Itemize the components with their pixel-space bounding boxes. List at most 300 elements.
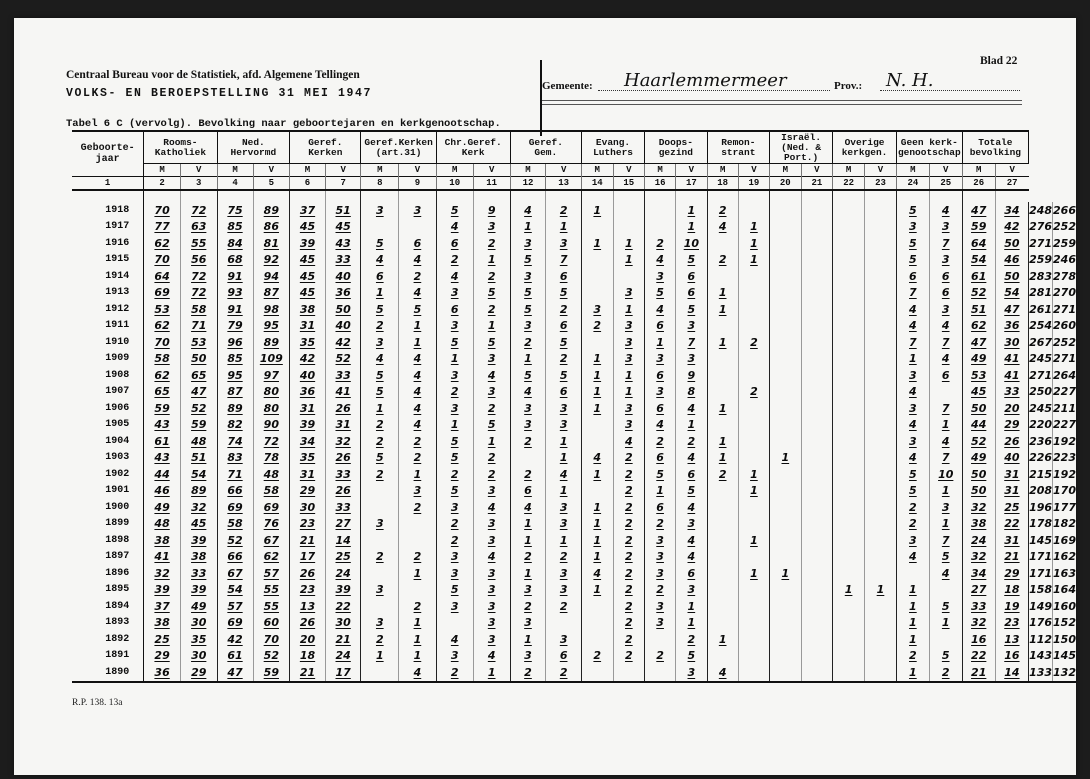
male-count-cell: 248	[1029, 203, 1053, 217]
male-count-cell: 271	[1029, 368, 1053, 382]
column-number: 7	[325, 177, 361, 191]
female-count-cell	[738, 318, 769, 335]
male-count-cell: 41	[144, 549, 181, 566]
male-count-cell: 85	[217, 351, 253, 368]
female-count-cell	[738, 615, 769, 632]
male-count-cell: 61	[144, 433, 181, 450]
male-count-cell: 62	[144, 367, 181, 384]
male-count-cell: 236	[1029, 434, 1053, 448]
female-count-cell	[865, 285, 897, 302]
female-count-cell: 3	[546, 400, 582, 417]
birth-year-cell: 1917	[72, 219, 144, 236]
male-count-cell	[833, 549, 865, 566]
female-count-cell	[801, 499, 833, 516]
female-count-cell: 89	[253, 202, 290, 219]
male-count-cell: 66	[217, 549, 253, 566]
female-count-cell	[738, 582, 769, 599]
female-count-cell: 72	[253, 433, 290, 450]
male-count-cell: 45	[290, 252, 326, 269]
male-count-cell: 20	[290, 631, 326, 648]
female-count-cell: 1	[738, 252, 769, 269]
female-count-cell: 3	[546, 417, 582, 434]
male-count-cell	[833, 384, 865, 401]
male-count-cell: 62	[144, 318, 181, 335]
birth-year-cell: 1916	[72, 235, 144, 252]
male-count-cell: 4	[361, 252, 399, 269]
female-subheader: V	[995, 164, 1028, 177]
male-count-cell: 2	[645, 516, 676, 533]
male-count-cell: 5	[361, 450, 399, 467]
female-count-cell: 3	[613, 334, 645, 351]
spacer-cell	[801, 190, 833, 202]
male-count-cell: 26	[290, 565, 326, 582]
female-count-cell	[865, 318, 897, 335]
female-count-cell: 95	[253, 318, 290, 335]
column-number: 23	[865, 177, 897, 191]
male-count-cell	[581, 334, 613, 351]
male-count-cell: 4	[707, 664, 738, 682]
male-count-cell: 3	[645, 598, 676, 615]
female-count-cell	[801, 301, 833, 318]
male-count-cell: 3	[645, 351, 676, 368]
male-count-cell	[770, 318, 802, 335]
male-count-cell	[833, 351, 865, 368]
male-count-cell: 35	[290, 334, 326, 351]
male-count-cell	[581, 417, 613, 434]
male-count-cell: 5	[436, 202, 473, 219]
spacer-cell	[896, 190, 929, 202]
birth-year-cell: 1907	[72, 384, 144, 401]
male-count-cell: 3	[896, 433, 929, 450]
female-count-cell: 2	[399, 499, 437, 516]
female-count-cell: 58	[253, 483, 290, 500]
female-count-cell: 3	[613, 417, 645, 434]
table-row	[72, 202, 1076, 219]
female-count-cell	[865, 219, 897, 236]
male-subheader: M	[290, 164, 326, 177]
male-count-cell: 2	[645, 433, 676, 450]
male-count-cell: 3	[645, 615, 676, 632]
male-count-cell: 18	[290, 648, 326, 665]
female-count-cell: 259	[1053, 236, 1076, 250]
male-count-cell: 58	[217, 516, 253, 533]
female-count-cell: 4	[676, 549, 707, 566]
female-count-cell: 2	[546, 664, 582, 682]
male-count-cell: 83	[217, 450, 253, 467]
column-number: 13	[546, 177, 582, 191]
female-count-cell: 1	[738, 483, 769, 500]
male-count-cell: 2	[361, 433, 399, 450]
header-rule	[542, 104, 1022, 105]
female-count-cell: 5	[473, 417, 510, 434]
spacer-cell	[546, 190, 582, 202]
female-count-cell: 47	[180, 384, 217, 401]
male-count-cell	[361, 598, 399, 615]
female-count-cell	[738, 598, 769, 615]
male-count-cell: 45	[962, 384, 995, 401]
male-count-cell: 45	[290, 268, 326, 285]
table-row	[72, 417, 1076, 434]
female-count-cell: 4	[676, 400, 707, 417]
male-count-cell: 4	[581, 565, 613, 582]
male-count-cell: 3	[361, 615, 399, 632]
spacer-cell	[613, 190, 645, 202]
male-count-cell: 47	[962, 202, 995, 219]
female-count-cell	[801, 664, 833, 682]
male-count-cell: 3	[510, 582, 546, 599]
male-count-cell: 3	[361, 516, 399, 533]
male-count-cell: 6	[645, 318, 676, 335]
table-row	[72, 351, 1076, 368]
female-count-cell: 47	[995, 301, 1028, 318]
female-count-cell: 1	[546, 532, 582, 549]
female-count-cell: 45	[325, 219, 361, 236]
female-count-cell: 26	[325, 400, 361, 417]
birth-year-cell: 1897	[72, 549, 144, 566]
group-header: Israël. (Ned. & Port.)	[770, 131, 833, 164]
female-count-cell: 59	[180, 417, 217, 434]
female-count-cell: 1	[399, 565, 437, 582]
male-count-cell: 36	[290, 384, 326, 401]
male-count-cell: 1	[707, 334, 738, 351]
male-count-cell: 171	[1029, 566, 1053, 580]
female-count-cell	[865, 450, 897, 467]
female-count-cell: 6	[676, 565, 707, 582]
female-count-cell	[801, 367, 833, 384]
female-count-cell	[801, 318, 833, 335]
female-count-cell: 1	[473, 664, 510, 682]
male-count-cell: 1	[510, 516, 546, 533]
female-count-cell: 57	[253, 565, 290, 582]
female-count-cell: 5	[929, 598, 962, 615]
male-count-cell: 250	[1029, 385, 1053, 399]
male-count-cell: 112	[1029, 632, 1053, 646]
male-count-cell	[833, 433, 865, 450]
column-number: 21	[801, 177, 833, 191]
male-count-cell: 2	[436, 252, 473, 269]
table-row	[72, 268, 1076, 285]
female-count-cell	[865, 433, 897, 450]
female-count-cell: 3	[613, 351, 645, 368]
female-count-cell: 1	[399, 466, 437, 483]
female-count-cell: 33	[995, 384, 1028, 401]
male-count-cell: 6	[645, 400, 676, 417]
male-count-cell	[707, 235, 738, 252]
table-row	[72, 582, 1076, 599]
female-count-cell: 246	[1053, 253, 1076, 267]
male-count-cell: 215	[1029, 467, 1053, 481]
birth-year-cell: 1901	[72, 483, 144, 500]
female-count-cell: 35	[180, 631, 217, 648]
column-number: 14	[581, 177, 613, 191]
table-row	[72, 367, 1076, 384]
male-count-cell: 259	[1029, 253, 1053, 267]
male-subheader: M	[962, 164, 995, 177]
female-count-cell	[865, 466, 897, 483]
table-row	[72, 334, 1076, 351]
female-count-cell: 1	[613, 235, 645, 252]
female-count-cell: 271	[1053, 352, 1076, 366]
male-count-cell: 1	[645, 483, 676, 500]
female-count-cell	[865, 334, 897, 351]
male-count-cell: 1	[361, 285, 399, 302]
female-count-cell	[738, 450, 769, 467]
male-count-cell: 2	[361, 417, 399, 434]
female-count-cell: 50	[325, 301, 361, 318]
male-count-cell: 32	[962, 549, 995, 566]
male-subheader: M	[361, 164, 399, 177]
group-header: Geen kerk- genootschap	[896, 131, 962, 164]
female-count-cell: 89	[253, 334, 290, 351]
male-count-cell: 22	[962, 648, 995, 665]
male-count-cell: 5	[436, 450, 473, 467]
male-count-cell: 4	[581, 450, 613, 467]
female-count-cell: 3	[473, 631, 510, 648]
male-count-cell	[770, 631, 802, 648]
male-count-cell	[833, 318, 865, 335]
female-count-cell: 55	[253, 598, 290, 615]
female-subheader: V	[801, 164, 833, 177]
column-number: 18	[707, 177, 738, 191]
male-count-cell: 3	[436, 549, 473, 566]
female-count-cell	[801, 252, 833, 269]
male-count-cell: 283	[1029, 269, 1053, 283]
male-count-cell: 2	[645, 648, 676, 665]
female-count-cell: 271	[1053, 302, 1076, 316]
male-count-cell: 5	[510, 301, 546, 318]
female-subheader: V	[929, 164, 962, 177]
male-count-cell: 3	[581, 301, 613, 318]
female-count-cell: 41	[995, 367, 1028, 384]
male-count-cell: 1	[581, 367, 613, 384]
male-count-cell	[707, 268, 738, 285]
female-count-cell	[738, 631, 769, 648]
female-count-cell: 3	[473, 615, 510, 632]
table-row	[72, 565, 1076, 582]
female-count-cell	[738, 400, 769, 417]
female-count-cell: 53	[180, 334, 217, 351]
male-count-cell: 3	[510, 648, 546, 665]
male-count-cell: 1	[436, 417, 473, 434]
male-count-cell: 4	[896, 549, 929, 566]
female-count-cell: 4	[399, 252, 437, 269]
male-count-cell	[707, 516, 738, 533]
spacer-cell	[738, 190, 769, 202]
spacer-cell	[436, 190, 473, 202]
male-count-cell	[707, 499, 738, 516]
birth-year-cell: 1899	[72, 516, 144, 533]
female-count-cell: 4	[473, 648, 510, 665]
male-count-cell	[833, 268, 865, 285]
male-count-cell: 6	[896, 268, 929, 285]
table-caption: Tabel 6 C (vervolg). Bevolking naar geboortejaren en kerkgenootschap.	[66, 118, 501, 130]
male-count-cell: 271	[1029, 236, 1053, 250]
female-count-cell: 32	[180, 499, 217, 516]
birth-year-cell: 1896	[72, 565, 144, 582]
female-count-cell: 3	[676, 582, 707, 599]
birth-year-cell: 1918	[72, 202, 144, 219]
female-count-cell	[865, 648, 897, 665]
female-subheader: V	[613, 164, 645, 177]
census-table	[72, 130, 1076, 683]
birth-year-cell: 1905	[72, 417, 144, 434]
female-count-cell: 2	[613, 631, 645, 648]
female-count-cell	[801, 202, 833, 219]
female-subheader: V	[676, 164, 707, 177]
male-count-cell	[707, 582, 738, 599]
female-count-cell: 3	[473, 582, 510, 599]
female-count-cell: 160	[1053, 599, 1076, 613]
male-count-cell: 1	[581, 499, 613, 516]
male-count-cell	[770, 549, 802, 566]
female-count-cell: 38	[180, 549, 217, 566]
table-row	[72, 450, 1076, 467]
female-count-cell: 40	[325, 318, 361, 335]
male-count-cell: 33	[962, 598, 995, 615]
census-table-container	[72, 130, 1076, 683]
male-count-cell: 267	[1029, 335, 1053, 349]
female-count-cell: 4	[929, 565, 962, 582]
female-count-cell: 1	[929, 417, 962, 434]
male-count-cell	[833, 235, 865, 252]
male-count-cell: 1	[361, 648, 399, 665]
male-count-cell	[645, 219, 676, 236]
table-row	[72, 483, 1076, 500]
male-count-cell: 2	[436, 384, 473, 401]
female-count-cell: 50	[180, 351, 217, 368]
male-count-cell: 5	[896, 466, 929, 483]
female-count-cell	[801, 219, 833, 236]
female-count-cell: 72	[180, 202, 217, 219]
birth-year-cell: 1911	[72, 318, 144, 335]
female-count-cell: 4	[399, 400, 437, 417]
birth-year-cell: 1890	[72, 664, 144, 682]
female-count-cell: 5	[546, 367, 582, 384]
female-count-cell: 4	[399, 417, 437, 434]
spacer-cell	[72, 190, 144, 202]
male-count-cell: 47	[217, 664, 253, 682]
female-count-cell: 3	[473, 483, 510, 500]
male-count-cell	[770, 516, 802, 533]
female-count-cell: 2	[473, 400, 510, 417]
group-header: Chr.Geref. Kerk	[436, 131, 510, 164]
female-count-cell: 6	[546, 384, 582, 401]
table-row	[72, 648, 1076, 665]
female-count-cell: 31	[995, 466, 1028, 483]
year-column-header: Geboorte- jaar	[72, 131, 144, 177]
male-count-cell: 2	[436, 532, 473, 549]
female-count-cell: 4	[929, 202, 962, 219]
female-count-cell: 76	[253, 516, 290, 533]
column-number: 16	[645, 177, 676, 191]
female-count-cell: 2	[738, 334, 769, 351]
male-count-cell: 2	[581, 318, 613, 335]
female-count-cell: 2	[929, 664, 962, 682]
male-count-cell: 43	[144, 450, 181, 467]
female-count-cell: 36	[325, 285, 361, 302]
female-count-cell: 1	[738, 219, 769, 236]
female-count-cell: 2	[546, 202, 582, 219]
male-count-cell: 5	[510, 252, 546, 269]
female-count-cell: 211	[1053, 401, 1076, 415]
female-count-cell: 182	[1053, 517, 1076, 531]
male-count-cell: 69	[217, 499, 253, 516]
male-count-cell: 1	[510, 532, 546, 549]
female-count-cell: 33	[325, 252, 361, 269]
female-count-cell	[865, 235, 897, 252]
male-count-cell: 1	[361, 400, 399, 417]
male-count-cell: 1	[833, 582, 865, 599]
female-subheader: V	[325, 164, 361, 177]
female-count-cell	[929, 582, 962, 599]
male-count-cell: 3	[510, 268, 546, 285]
female-count-cell: 5	[546, 285, 582, 302]
male-count-cell: 1	[896, 631, 929, 648]
female-count-cell: 43	[325, 235, 361, 252]
column-number: 15	[613, 177, 645, 191]
column-number: 9	[399, 177, 437, 191]
male-count-cell: 69	[144, 285, 181, 302]
male-count-cell	[833, 565, 865, 582]
spacer-cell	[645, 190, 676, 202]
male-count-cell: 3	[510, 235, 546, 252]
form-code: R.P. 138. 13a	[72, 698, 123, 708]
female-count-cell: 169	[1053, 533, 1076, 547]
male-count-cell: 50	[962, 483, 995, 500]
female-count-cell: 7	[676, 334, 707, 351]
male-count-cell: 2	[896, 499, 929, 516]
female-count-cell: 52	[180, 400, 217, 417]
female-count-cell: 3	[473, 565, 510, 582]
male-count-cell: 59	[144, 400, 181, 417]
spacer-cell	[144, 190, 181, 202]
male-count-cell	[833, 532, 865, 549]
female-count-cell	[738, 499, 769, 516]
female-count-cell: 2	[473, 466, 510, 483]
female-count-cell: 7	[929, 235, 962, 252]
male-count-cell	[833, 499, 865, 516]
female-count-cell: 6	[546, 268, 582, 285]
male-count-cell: 1	[581, 351, 613, 368]
male-count-cell	[645, 202, 676, 219]
male-count-cell: 37	[144, 598, 181, 615]
female-count-cell: 1	[473, 318, 510, 335]
male-count-cell: 91	[217, 301, 253, 318]
male-count-cell: 2	[645, 235, 676, 252]
female-count-cell: 4	[399, 285, 437, 302]
male-count-cell: 2	[645, 582, 676, 599]
female-count-cell: 170	[1053, 484, 1076, 498]
column-number: 8	[361, 177, 399, 191]
female-count-cell: 132	[1053, 664, 1076, 682]
male-count-cell: 38	[962, 516, 995, 533]
male-count-cell	[770, 483, 802, 500]
male-count-cell: 26	[290, 615, 326, 632]
male-count-cell	[770, 532, 802, 549]
male-count-cell: 2	[436, 466, 473, 483]
female-count-cell: 3	[473, 384, 510, 401]
female-count-cell: 2	[738, 384, 769, 401]
female-count-cell: 3	[473, 516, 510, 533]
female-count-cell: 30	[325, 615, 361, 632]
male-count-cell: 4	[645, 417, 676, 434]
male-count-cell: 96	[217, 334, 253, 351]
male-count-cell: 69	[217, 615, 253, 632]
column-number: 24	[896, 177, 929, 191]
female-count-cell: 48	[180, 433, 217, 450]
female-count-cell: 5	[399, 301, 437, 318]
female-count-cell: 3	[473, 532, 510, 549]
